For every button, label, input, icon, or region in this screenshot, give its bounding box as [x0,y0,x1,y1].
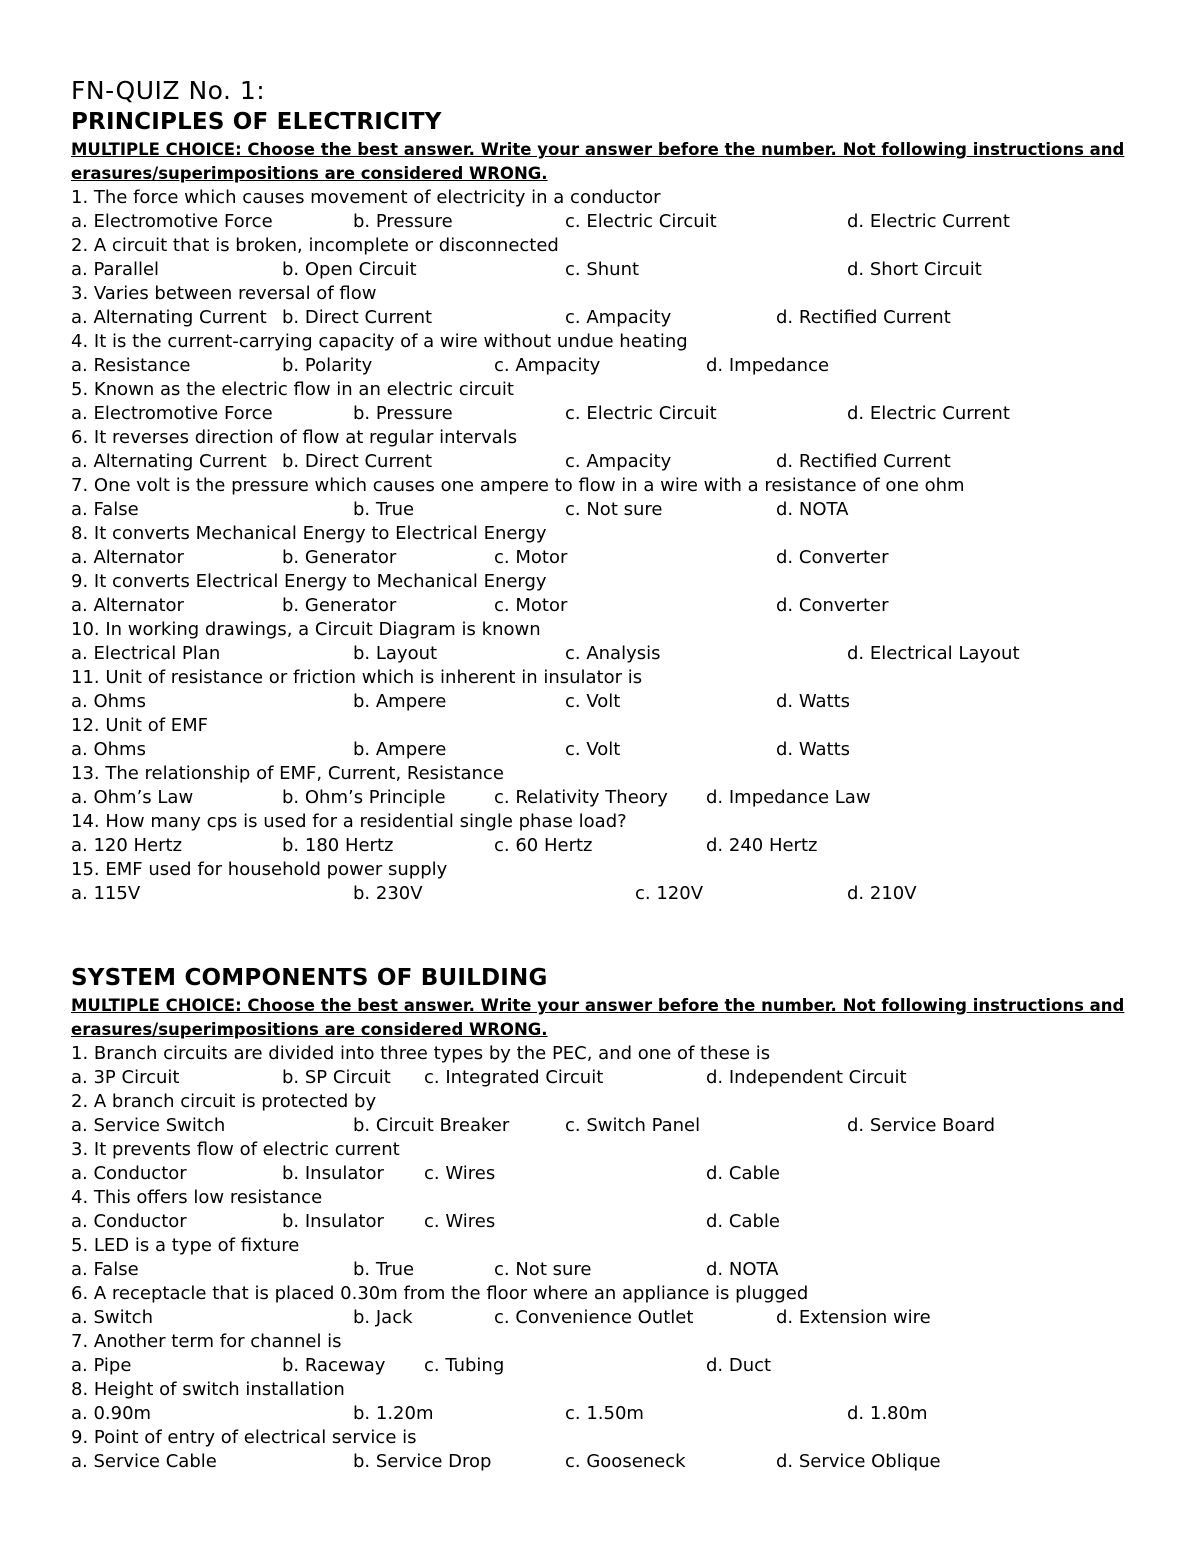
option-a: a. Ohms [71,739,146,760]
option-d: d. Cable [706,1163,780,1184]
option-d: d. Rectified Current [776,307,951,328]
option-a: a. Conductor [71,1163,187,1184]
option-a: a. Service Cable [71,1451,217,1472]
option-b: b. Jack [353,1307,413,1328]
option-b: b. 180 Hertz [282,835,394,856]
options-row [71,210,1131,234]
instructions-line-1: MULTIPLE CHOICE: Choose the best answer. Write your answer before the number. Not following instructions and [71,996,1125,1015]
option-a: a. False [71,499,139,520]
option-c: c. Ampacity [565,451,672,472]
quiz-title: FN-QUIZ No. 1: [71,76,266,105]
option-a: a. Conductor [71,1211,187,1232]
option-d: d. Cable [706,1211,780,1232]
option-c: c. Not sure [565,499,663,520]
option-d: d. Rectified Current [776,451,951,472]
options-row [71,1114,1131,1138]
question: 6. A receptacle that is placed 0.30m from the floor where an appliance is plugged [71,1283,809,1304]
option-a: a. 120 Hertz [71,835,183,856]
option-d: d. Watts [776,739,851,760]
option-b: b. Service Drop [353,1451,492,1472]
option-c: c. 120V [635,883,704,904]
options-row [71,834,1131,858]
option-c: c. Volt [565,739,621,760]
option-b: b. Raceway [282,1355,386,1376]
section-title-principles: PRINCIPLES OF ELECTRICITY [71,109,442,135]
option-a: a. Alternating Current [71,307,267,328]
question: 4. It is the current-carrying capacity of a wire without undue heating [71,331,688,352]
question: 7. Another term for channel is [71,1331,342,1352]
options-row [71,1402,1131,1426]
option-a: a. Parallel [71,259,160,280]
option-b: b. Polarity [282,355,373,376]
option-d: d. Impedance Law [706,787,871,808]
options-row [71,498,1131,522]
option-a: a. Ohm’s Law [71,787,194,808]
question: 11. Unit of resistance or friction which is inherent in insulator is [71,667,643,688]
option-d: d. Converter [776,547,889,568]
option-b: b. Direct Current [282,307,433,328]
question: 1. The force which causes movement of electricity in a conductor [71,187,661,208]
option-a: a. Alternator [71,547,184,568]
question: 15. EMF used for household power supply [71,859,448,880]
option-d: d. Impedance [706,355,830,376]
option-c: c. Shunt [565,259,640,280]
option-c: c. Ampacity [565,307,672,328]
option-b: b. Pressure [353,211,453,232]
option-c: c. 1.50m [565,1403,644,1424]
question: 4. This offers low resistance [71,1187,323,1208]
option-d: d. 210V [847,883,917,904]
question: 8. It converts Mechanical Energy to Electrical Energy [71,523,547,544]
option-b: b. Open Circuit [282,259,417,280]
option-d: d. Service Board [847,1115,996,1136]
options-row [71,882,1131,906]
option-c: c. Wires [424,1211,496,1232]
option-b: b. Circuit Breaker [353,1115,510,1136]
question: 8. Height of switch installation [71,1379,345,1400]
option-d: d. NOTA [776,499,849,520]
question: 3. It prevents flow of electric current [71,1139,400,1160]
option-c: c. Electric Circuit [565,211,717,232]
option-c: c. Ampacity [494,355,601,376]
instructions-line-2: erasures/superimpositions are considered WRONG. [71,164,548,183]
question: 3. Varies between reversal of flow [71,283,377,304]
option-b: b. Pressure [353,403,453,424]
option-d: d. Duct [706,1355,772,1376]
options-row [71,642,1131,666]
options-row [71,1306,1131,1330]
option-a: a. False [71,1259,139,1280]
options-row [71,738,1131,762]
option-d: d. Electric Current [847,403,1010,424]
option-c: c. Wires [424,1163,496,1184]
question: 13. The relationship of EMF, Current, Resistance [71,763,504,784]
option-d: d. Converter [776,595,889,616]
options-row [71,786,1131,810]
option-b: b. Ampere [353,691,447,712]
option-a: a. Alternating Current [71,451,267,472]
option-d: d. Watts [776,691,851,712]
question: 7. One volt is the pressure which causes one ampere to flow in a wire with a resistance of one ohm [71,475,965,496]
options-row [71,1450,1131,1474]
option-a: a. Resistance [71,355,191,376]
option-d: d. Extension wire [776,1307,931,1328]
option-a: a. Electromotive Force [71,211,273,232]
question: 6. It reverses direction of flow at regular intervals [71,427,518,448]
option-b: b. True [353,499,415,520]
option-b: b. Generator [282,595,397,616]
option-a: a. Pipe [71,1355,132,1376]
option-a: a. Ohms [71,691,146,712]
option-a: a. 3P Circuit [71,1067,180,1088]
options-row [71,1210,1131,1234]
question: 1. Branch circuits are divided into three types by the PEC, and one of these is [71,1043,771,1064]
question: 9. It converts Electrical Energy to Mechanical Energy [71,571,547,592]
quiz-page [71,76,1131,1474]
section-title-system-components: SYSTEM COMPONENTS OF BUILDING [71,965,548,991]
option-c: c. Motor [494,595,568,616]
option-c: c. Integrated Circuit [424,1067,604,1088]
options-row [71,258,1131,282]
option-b: b. Layout [353,643,438,664]
option-b: b. True [353,1259,415,1280]
option-b: b. Direct Current [282,451,433,472]
question: 5. LED is a type of fixture [71,1235,300,1256]
options-row [71,1258,1131,1282]
options-row [71,690,1131,714]
option-c: c. Analysis [565,643,661,664]
question: 9. Point of entry of electrical service is [71,1427,417,1448]
option-d: d. Short Circuit [847,259,982,280]
option-b: b. Generator [282,547,397,568]
question: 2. A branch circuit is protected by [71,1091,377,1112]
options-row [71,1354,1131,1378]
instructions-line-2: erasures/superimpositions are considered WRONG. [71,1020,548,1039]
option-c: c. Volt [565,691,621,712]
option-c: c. Electric Circuit [565,403,717,424]
option-a: a. Service Switch [71,1115,226,1136]
question: 12. Unit of EMF [71,715,209,736]
option-c: c. Tubing [424,1355,505,1376]
option-b: b. Insulator [282,1211,384,1232]
option-a: a. 115V [71,883,141,904]
option-d: d. Electrical Layout [847,643,1020,664]
options-row [71,450,1131,474]
option-b: b. 1.20m [353,1403,434,1424]
option-d: d. 240 Hertz [706,835,818,856]
option-b: b. SP Circuit [282,1067,391,1088]
option-d: d. Independent Circuit [706,1067,907,1088]
question: 10. In working drawings, a Circuit Diagram is known [71,619,541,640]
option-b: b. Ohm’s Principle [282,787,446,808]
section-spacer [71,906,1131,964]
options-row [71,1066,1131,1090]
option-c: c. Relativity Theory [494,787,668,808]
options-row [71,1162,1131,1186]
option-d: d. NOTA [706,1259,779,1280]
question: 2. A circuit that is broken, incomplete or disconnected [71,235,559,256]
options-row [71,306,1131,330]
option-b: b. Insulator [282,1163,384,1184]
question: 14. How many cps is used for a residential single phase load? [71,811,627,832]
options-row [71,354,1131,378]
option-d: d. Electric Current [847,211,1010,232]
option-c: c. 60 Hertz [494,835,593,856]
option-a: a. Electrical Plan [71,643,221,664]
option-d: d. 1.80m [847,1403,928,1424]
option-b: b. Ampere [353,739,447,760]
option-c: c. Convenience Outlet [494,1307,694,1328]
option-b: b. 230V [353,883,423,904]
options-row [71,402,1131,426]
option-c: c. Switch Panel [565,1115,701,1136]
option-a: a. Electromotive Force [71,403,273,424]
option-d: d. Service Oblique [776,1451,941,1472]
option-a: a. Alternator [71,595,184,616]
option-c: c. Motor [494,547,568,568]
option-c: c. Not sure [494,1259,592,1280]
option-c: c. Gooseneck [565,1451,686,1472]
question: 5. Known as the electric flow in an electric circuit [71,379,514,400]
options-row [71,594,1131,618]
options-row [71,546,1131,570]
option-a: a. 0.90m [71,1403,152,1424]
instructions-line-1: MULTIPLE CHOICE: Choose the best answer. Write your answer before the number. Not following instructions and [71,140,1125,159]
option-a: a. Switch [71,1307,153,1328]
